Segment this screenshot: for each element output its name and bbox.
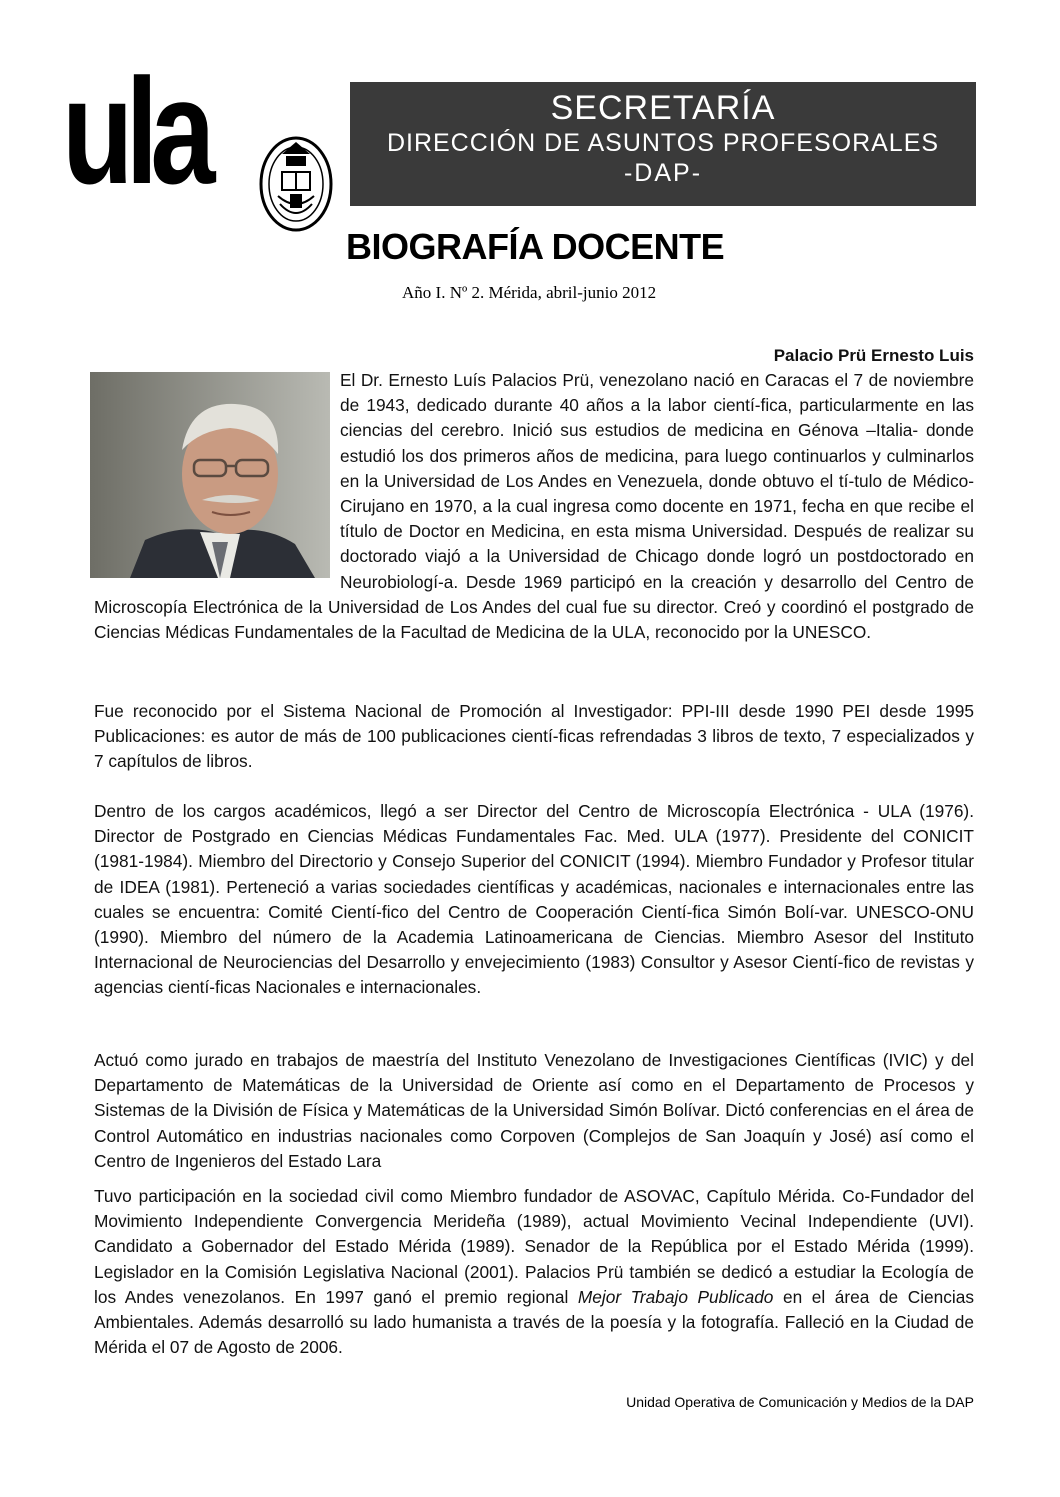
- bio-civil-text-start: Tuvo participación en la sociedad civil como Miembro fundador de ASOVAC, Capítulo Mérida. Co-Fundador del Movimiento Independiente Convergencia Merideña (1989), actual Movimiento Vecinal Independiente (UVI). Candidato a Gobernador del Estado Mérida (1989). Senador de la República por el Estado Mérida (1999). Legislador en la Comisión Legislativa Nacional (2001). Palacios Prü también se dedicó a estudiar la Ecología de los Andes venezolanos. En 1997 ganó el premio regional: [94, 1186, 974, 1307]
- bio-civil-text-end: en el área de Ciencias Ambientales. Además desarrolló su lado humanista a través de la poesía y la fotografía. Falleció en la Ciudad de Mérida el 07 de Agosto de 2006.: [94, 1286, 975, 1358]
- header-subtitle: DIRECCIÓN DE ASUNTOS PROFESORALES: [386, 129, 940, 157]
- ula-logo-text: ula: [62, 47, 208, 215]
- header-banner: [350, 82, 976, 206]
- header-title: SECRETARÍA: [550, 89, 776, 127]
- document-title: BIOGRAFÍA DOCENTE: [346, 226, 725, 267]
- bio-paragraph-jury: Actuó como jurado en trabajos de maestría del Instituto Venezolano de Investigaciones Científicas (IVIC) y del Departamento de Matemáticas de la Universidad de Oriente así como en el Departamento de Procesos y Sistemas de la División de Física y Matemáticas de la Universidad Simón Bolívar. Dictó conferencias en el área de Control Automático en industrias nacionales como Corpoven (Complejos de San Joaquín y José) así como el Centro de Ingenieros del Estado Lara: [94, 1050, 974, 1171]
- issue-info: Año I. Nº 2. Mérida, abril-junio 2012: [402, 283, 657, 302]
- footer-credit: Unidad Operativa de Comunicación y Medios de la DAP: [626, 1394, 974, 1410]
- university-seal-icon: [258, 132, 334, 232]
- header-abbreviation: -DAP-: [623, 159, 703, 187]
- bio-intro-text: El Dr. Ernesto Luís Palacios Prü, venezolano nació en Caracas el 7 de noviembre de 1943, dedicado durante 40 años a la labor cientí-fica, particularmente en las ciencias del cerebro. Inició sus estudios de medicina en Génova –Italia- donde estudió los dos primeros años de medicina, para luego continuarlos y culminarlos en la Universidad de Los Andes en Venezuela, donde obtuvo el tí-tulo de Médico-Cirujano en 1970, a la cual ingresa como docente en 1971, fecha en que recibe el título de Doctor en Medicina, en esta misma Universidad. Después de realizar su doctorado viajó a la Universidad de Chicago donde logró un postdoctorado en Neurobiologí-a. Desde 1969 participó en la creación y desarrollo del Centro de Microscopía Electrónica de la Universidad de Los Andes del cual fue su director. Creó y coordinó el postgrado de Ciencias Médicas Fundamentales de la Facultad de Medicina de la ULA, reconocido por la UNESCO.: [94, 370, 974, 643]
- bio-paragraph-civil: [94, 1184, 974, 1360]
- award-title: Mejor Trabajo Publicado: [577, 1286, 774, 1307]
- ula-logo: [62, 47, 330, 220]
- bio-paragraph-recognition: Fue reconocido por el Sistema Nacional de Promoción al Investigador: PPI-III desde 1990 PEI desde 1995 Publicaciones: es autor de más de 100 publicaciones cientí-ficas refrendadas 3 libros de texto, 7 especializados y 7 capítulos de libros.: [94, 701, 974, 772]
- bio-intro-paragraph: [94, 368, 974, 645]
- subject-name: Palacio Prü Ernesto Luis: [773, 346, 974, 365]
- bio-paragraph-positions: Dentro de los cargos académicos, llegó a ser Director del Centro de Microscopía Electrónica - ULA (1976). Director de Postgrado en Ciencias Médicas Fundamentales Fac. Med. ULA (1977). Presidente del CONICIT (1981-1984). Miembro del Directorio y Consejo Superior del CONICIT (1994). Miembro Fundador y Profesor titular de IDEA (1981). Perteneció a varias sociedades científicas y académicas, nacionales e internacionales entre las cuales se encuentra: Comité Cientí-fico del Centro de Cooperación Cientí-fica Simón Bolí-var. UNESCO-ONU (1990). Miembro del número de la Academia Latinoamericana de Ciencias. Miembro Asesor del Instituto Internacional de Neurociencias del Desarrollo y envejecimiento (1983) Consultor y Asesor Cientí-fico de revistas y agencias cientí-ficas Nacionales e internacionales.: [94, 801, 974, 998]
